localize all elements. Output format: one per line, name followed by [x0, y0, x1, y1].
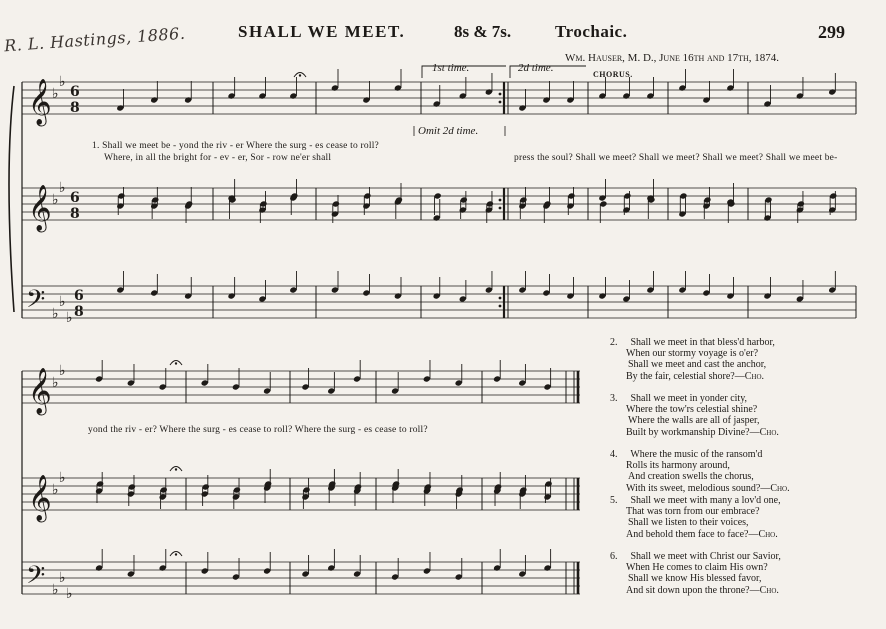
- page-number: 299: [818, 22, 845, 42]
- omit-second-time-note: Omit 2d time.: [418, 125, 479, 137]
- fermata-dot: [175, 362, 177, 364]
- verse-line: Shall we meet and cast the anchor,: [628, 359, 767, 371]
- verse-3: [610, 393, 779, 438]
- verse-number: 4.: [610, 449, 618, 460]
- rhythm-style-label: Trochaic.: [555, 22, 628, 41]
- time-signature-denominator: 8: [74, 304, 84, 320]
- verse-line: When He comes to claim His own?: [626, 562, 768, 574]
- verse-line: And behold them face to face?—Cho.: [626, 528, 778, 540]
- verse-line: 4. Where the music of the ransom'd: [610, 449, 763, 460]
- flat-icon: ♭: [52, 375, 59, 391]
- repeat-dot: [499, 199, 502, 202]
- verse-line: That was torn from our embrace?: [626, 506, 760, 518]
- fermata-dot: [299, 74, 301, 76]
- verse-line: 5. Shall we meet with many a lov'd one,: [610, 495, 781, 506]
- flat-icon: ♭: [52, 86, 59, 102]
- chorus-reference: —Cho.: [749, 584, 779, 596]
- verse-number: 2.: [610, 337, 618, 348]
- time-signature-denominator: 8: [70, 100, 80, 116]
- hymn-title: SHALL WE MEET.: [238, 22, 406, 41]
- treble-clef-icon: 𝄞: [28, 79, 52, 125]
- repeat-dot: [499, 207, 502, 210]
- flat-icon: ♭: [66, 586, 73, 602]
- verse-line: When our stormy voyage is o'er?: [626, 348, 759, 360]
- verse-number: 5.: [610, 495, 618, 506]
- treble-clef-icon: 𝄞: [28, 368, 52, 414]
- verse-6: [610, 551, 781, 596]
- verse-line: 3. Shall we meet in yonder city,: [610, 393, 748, 404]
- verse-line: Shall we listen to their voices,: [628, 517, 749, 529]
- verse-line: Rolls its harmony around,: [626, 460, 730, 472]
- chorus-reference: —Cho.: [760, 482, 790, 494]
- bass-clef-icon: 𝄢: [26, 561, 46, 596]
- verse-line: Where the walls are all of jasper,: [628, 415, 760, 427]
- volta-second-time: 2d time.: [518, 62, 554, 74]
- verse-line: Shall we know His blessed favor,: [628, 573, 762, 585]
- composer-text: Wm. Hauser, M. D., June 16th and 17th, 1874.: [565, 52, 780, 64]
- flat-icon: ♭: [52, 192, 59, 208]
- verse-4: [610, 449, 790, 494]
- verse-number: 3.: [610, 393, 618, 404]
- verse-line: With its sweet, melodious sound?—Cho.: [626, 482, 790, 494]
- flat-icon: ♭: [59, 363, 66, 379]
- verse-line: Where the tow'rs celestial shine?: [626, 404, 758, 416]
- verse-line: And creation swells the chorus,: [628, 471, 754, 483]
- chorus-label: CHORUS.: [593, 70, 633, 79]
- lyrics-verse1-line2: Where, in all the bright for - ev - er, Sor - row ne'er shall: [104, 153, 332, 163]
- flat-icon: ♭: [66, 310, 73, 326]
- composer-credit: [565, 52, 779, 64]
- verse-5: [610, 495, 781, 540]
- flat-icon: ♭: [59, 294, 66, 310]
- flat-icon: ♭: [52, 482, 59, 498]
- time-signature-numerator: 6: [70, 84, 80, 100]
- time-signature-numerator: 6: [74, 288, 84, 304]
- meter-label: 8s & 7s.: [454, 22, 512, 41]
- chorus-reference: —Cho.: [748, 528, 778, 540]
- lyrics-system2: yond the riv - er? Where the surg - es cease to roll? Where the surg - es cease to roll?: [88, 425, 428, 435]
- fermata-dot: [175, 553, 177, 555]
- volta-first-time: 1st time.: [432, 62, 470, 74]
- fermata-dot: [175, 468, 177, 470]
- flat-icon: ♭: [59, 180, 66, 196]
- chorus-reference: —Cho.: [749, 426, 779, 438]
- treble-clef-icon: 𝄞: [28, 475, 52, 521]
- repeat-dot: [499, 93, 502, 96]
- repeat-dot: [499, 305, 502, 308]
- verse-line: 2. Shall we meet in that bless'd harbor,: [610, 337, 775, 348]
- flat-icon: ♭: [52, 582, 59, 598]
- flat-icon: ♭: [59, 74, 66, 90]
- verse-line: 6. Shall we meet with Christ our Savior,: [610, 551, 781, 562]
- lyrics-chorus: press the soul? Shall we meet? Shall we meet? Shall we meet? Shall we meet be-: [514, 153, 838, 163]
- lyrics-verse1-line1: 1. Shall we meet be - yond the riv - er Where the surg - es cease to roll?: [92, 141, 379, 151]
- handwritten-signature: R. L. Hastings, 1886.: [3, 23, 186, 56]
- verse-number: 6.: [610, 551, 618, 562]
- verse-2: [610, 337, 775, 382]
- flat-icon: ♭: [59, 570, 66, 586]
- chorus-reference: —Cho.: [734, 370, 765, 382]
- verse-line: Built by workmanship Divine?—Cho.: [626, 426, 779, 438]
- verse-line: And sit down upon the throne?—Cho.: [626, 584, 779, 596]
- repeat-dot: [499, 297, 502, 300]
- time-signature-numerator: 6: [70, 190, 80, 206]
- time-signature-denominator: 8: [70, 206, 80, 222]
- flat-icon: ♭: [59, 470, 66, 486]
- verse-line: By the fair, celestial shore?—Cho.: [626, 370, 765, 382]
- treble-clef-icon: 𝄞: [28, 185, 52, 231]
- bass-clef-icon: 𝄢: [26, 285, 46, 320]
- flat-icon: ♭: [52, 306, 59, 322]
- system-brace: [9, 86, 14, 312]
- repeat-dot: [499, 101, 502, 104]
